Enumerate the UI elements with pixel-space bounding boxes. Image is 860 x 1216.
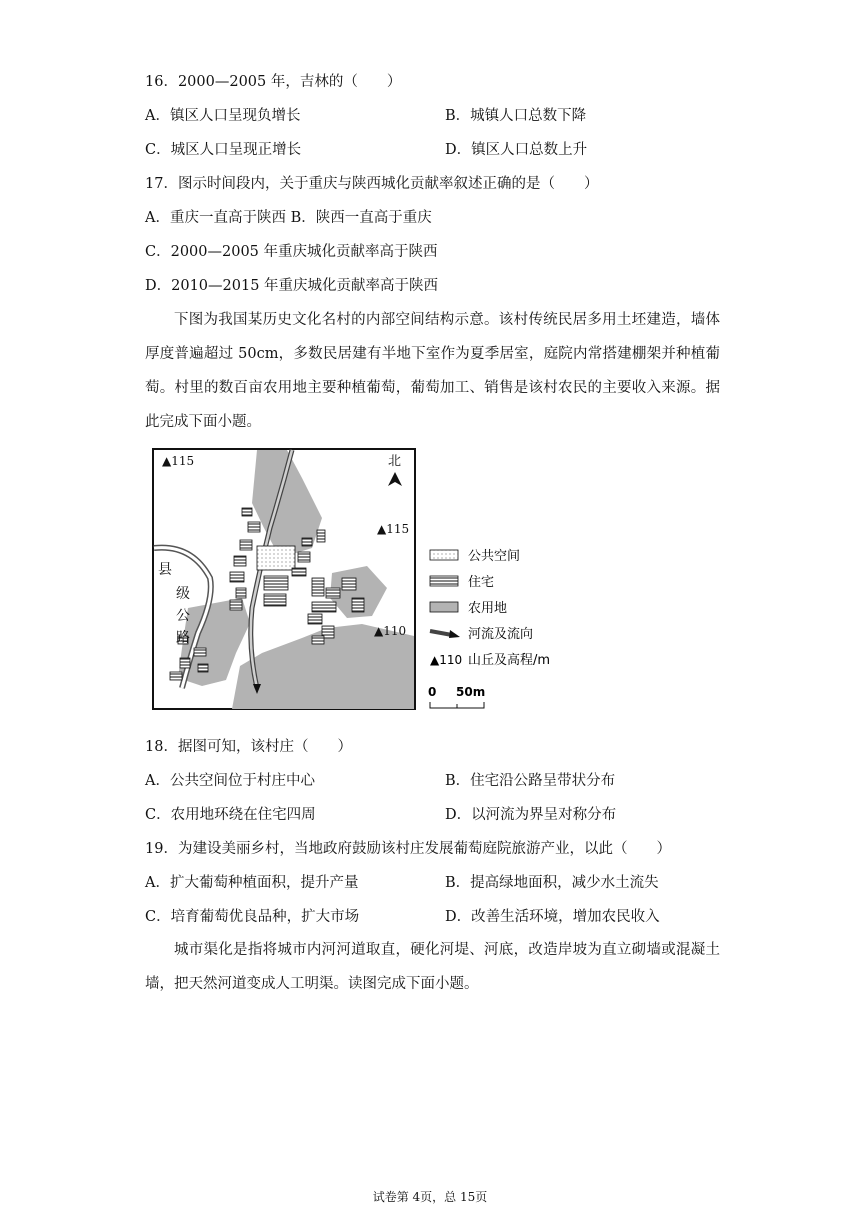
legend-public-label: 公共空间 (468, 549, 521, 564)
intro-paragraph-channelization: 城市渠化是指将城市内河河道取直，硬化河堤、河底，改造岸坡为直立砌墙或混凝土墙，把天然河道变成人工明渠。读图完成下面小题。 (145, 942, 720, 992)
q17-option-d: D．2010—2015 年重庆城化贡献率高于陕西 (145, 278, 439, 294)
road-label-2: 级 (176, 586, 190, 602)
q18-stem: 18．据图可知，该村庄（ ） (145, 739, 352, 755)
q19-stem: 19．为建设美丽乡村，当地政府鼓励该村庄发展葡萄庭院旅游产业，以此（ ） (145, 841, 671, 857)
road-label-1: 县 (158, 562, 172, 578)
legend-farmland-label: 农用地 (468, 601, 508, 616)
public-space (257, 546, 295, 570)
q16-option-b: B．城镇人口总数下降 (445, 108, 587, 124)
village-map (152, 448, 416, 710)
scale-zero: 0 (428, 685, 437, 699)
scale-bar (430, 702, 484, 708)
q18-option-d: D．以河流为界呈对称分布 (445, 807, 617, 823)
q16-stem: 16．2000—2005 年，吉林的（ ） (145, 74, 402, 90)
page-footer: 试卷第 4页，总 15页 (372, 1190, 488, 1204)
legend-farmland-swatch (430, 602, 458, 612)
q18-option-c: C．农用地环绕在住宅四周 (145, 807, 316, 823)
legend-river-label: 河流及流向 (468, 627, 534, 642)
q19-option-d: D．改善生活环境，增加农民收入 (445, 909, 660, 925)
q19-option-b: B．提高绿地面积，减少水土流失 (445, 875, 659, 891)
q16-option-c: C．城区人口呈现正增长 (145, 142, 302, 158)
peak-nw-label: ▲115 (162, 454, 195, 468)
legend-public-swatch (430, 550, 458, 560)
legend-river-arrow-icon (449, 630, 460, 638)
road-label-4: 路 (176, 630, 190, 646)
legend-hill-sample: ▲110 (430, 653, 463, 667)
q19-option-c: C．培育葡萄优良品种，扩大市场 (145, 909, 360, 925)
intro-paragraph-village: 下图为我国某历史文化名村的内部空间结构示意。该村传统民居多用土坯建造，墙体厚度普遍超过 50cm，多数民居建有半地下室作为夏季居室，庭院内常搭建棚架并种植葡萄。村里的数百亩农用地主要种植葡萄，葡萄加工、销售是该村农民的主要收入来源。据此完成下面小题。 (145, 312, 720, 430)
q17-option-c: C．2000—2005 年重庆城化贡献率高于陕西 (145, 244, 438, 260)
q18-option-b: B．住宅沿公路呈带状分布 (445, 773, 616, 789)
q16-option-d: D．镇区人口总数上升 (445, 142, 588, 158)
map-legend (428, 544, 598, 714)
legend-residence-label: 住宅 (468, 575, 495, 590)
scale-distance: 50m (456, 685, 486, 699)
q17-stem: 17．图示时间段内，关于重庆与陕西城化贡献率叙述正确的是（ ） (145, 176, 599, 192)
legend-hill-label: 山丘及高程/m (468, 653, 551, 668)
legend-river-swatch (430, 631, 452, 635)
q17-option-ab: A．重庆一直高于陕西 B．陕西一直高于重庆 (145, 210, 432, 226)
q16-option-a: A．镇区人口呈现负增长 (145, 108, 301, 124)
north-label: 北 (388, 454, 402, 469)
peak-east-label: ▲115 (377, 522, 410, 536)
legend-residence-swatch (430, 576, 458, 586)
q19-option-a: A．扩大葡萄种植面积，提升产量 (145, 875, 359, 891)
peak-southeast-label: ▲110 (374, 624, 407, 638)
road-label-3: 公 (176, 608, 190, 624)
q18-option-a: A．公共空间位于村庄中心 (145, 773, 315, 789)
